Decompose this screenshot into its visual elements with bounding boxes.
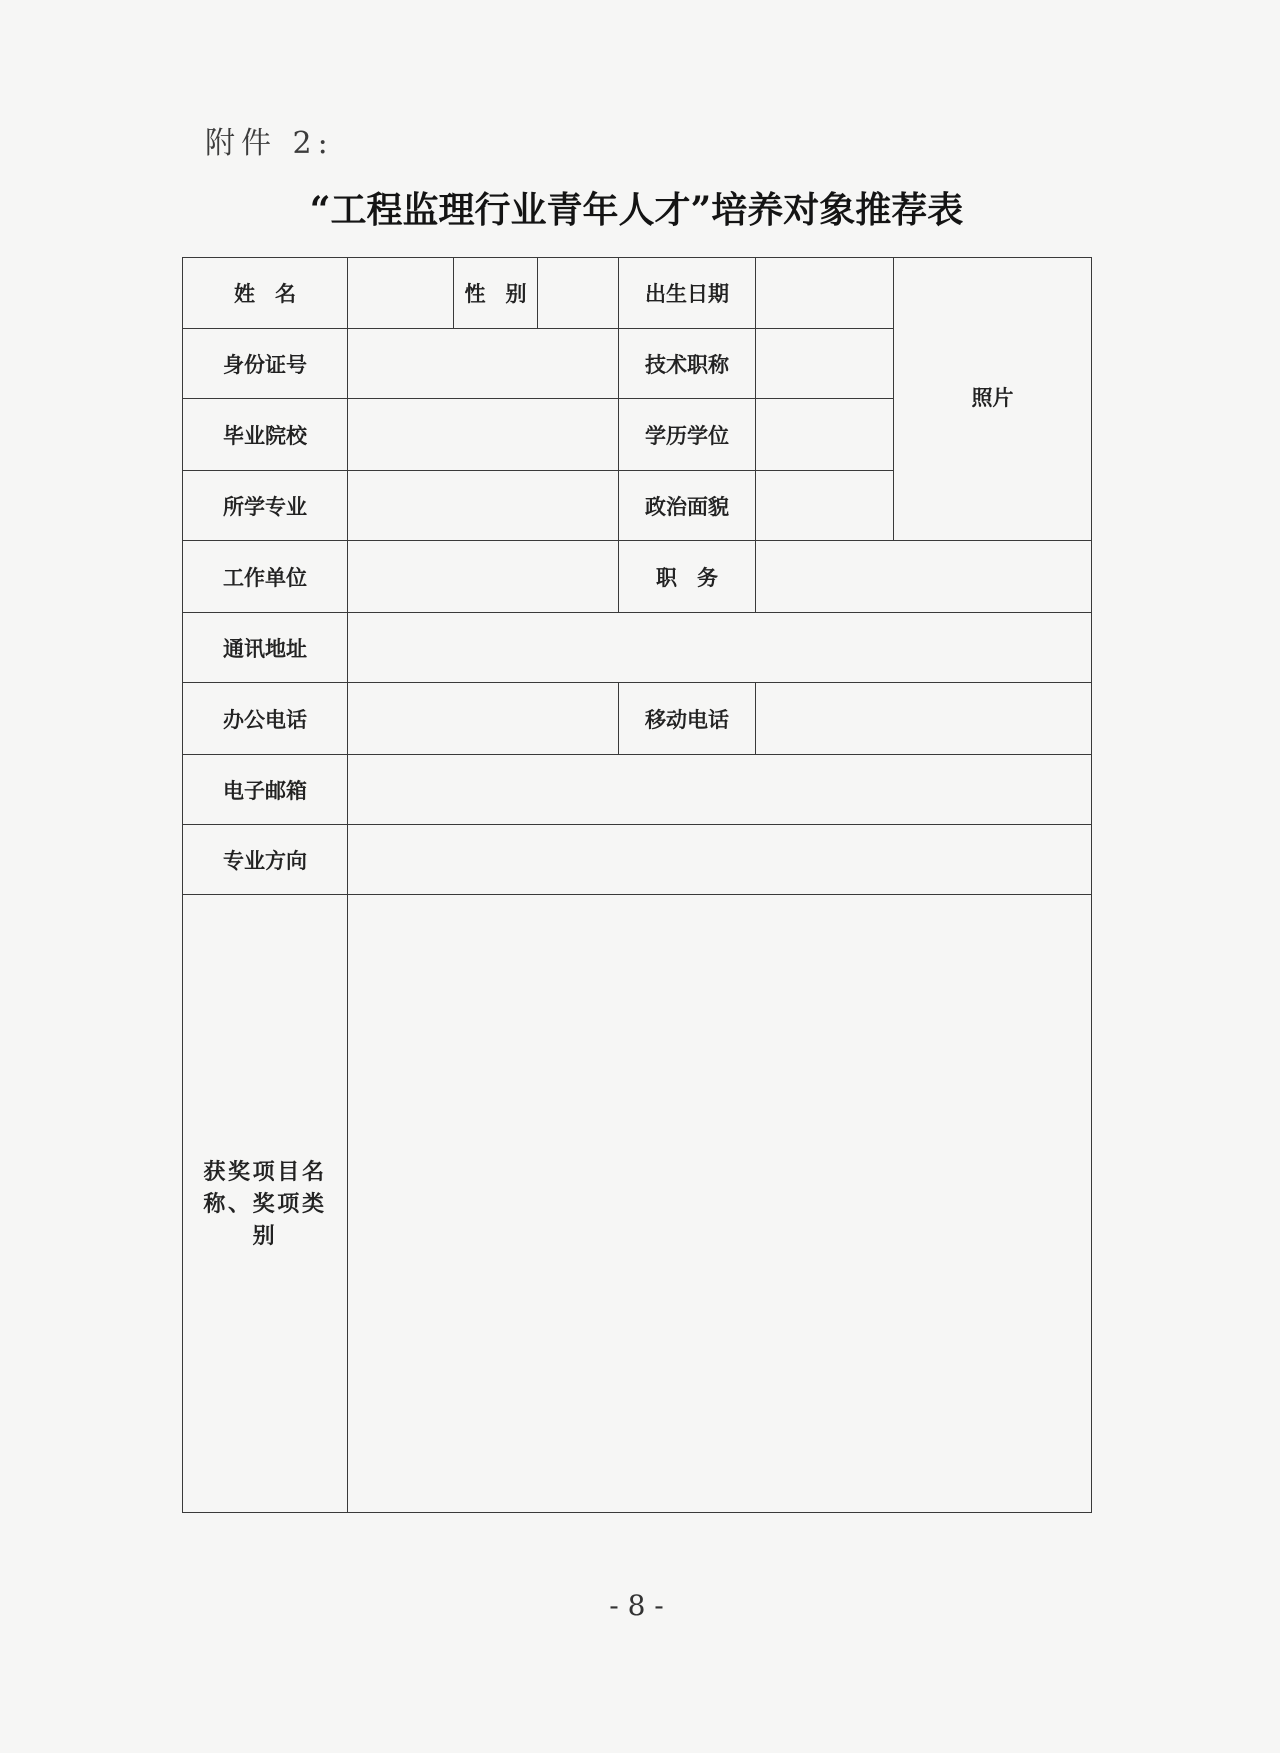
table-row (183, 683, 1092, 755)
political-status-label: 政治面貌 (619, 471, 756, 541)
name-value-cell (348, 258, 454, 329)
table-row (183, 613, 1092, 683)
degree-value-cell (756, 399, 894, 471)
birth-date-value-cell (756, 258, 894, 329)
birth-date-label: 出生日期 (619, 258, 756, 329)
employer-value-cell (348, 541, 619, 613)
awards-label: 获奖项目名称、奖项类别 (203, 1158, 327, 1249)
awards-label-cell (183, 895, 348, 1513)
table-row (183, 895, 1092, 1513)
address-value-cell (348, 613, 1092, 683)
specialty-label: 专业方向 (183, 825, 348, 895)
form-title: “工程监理行业青年人才”培养对象推荐表 (309, 189, 964, 231)
table-row (183, 541, 1092, 613)
gender-label: 性 别 (454, 258, 538, 329)
table-row (183, 825, 1092, 895)
mobile-phone-label: 移动电话 (619, 683, 756, 755)
photo-box (894, 258, 1092, 541)
school-value-cell (348, 399, 619, 471)
photo-label: 照片 (971, 385, 1014, 410)
page-number: - 8 - (609, 1589, 664, 1622)
position-value-cell (756, 541, 1092, 613)
gender-value-cell (538, 258, 619, 329)
position-label: 职 务 (619, 541, 756, 613)
table-row (183, 258, 1092, 329)
tech-title-label: 技术职称 (619, 329, 756, 399)
id-number-label: 身份证号 (183, 329, 348, 399)
email-label: 电子邮箱 (183, 755, 348, 825)
name-label: 姓 名 (183, 258, 348, 329)
tech-title-value-cell (756, 329, 894, 399)
major-label: 所学专业 (183, 471, 348, 541)
table-row (183, 755, 1092, 825)
office-phone-label: 办公电话 (183, 683, 348, 755)
employer-label: 工作单位 (183, 541, 348, 613)
political-status-value-cell (756, 471, 894, 541)
recommendation-form-table (182, 257, 1092, 1513)
email-value-cell (348, 755, 1092, 825)
address-label: 通讯地址 (183, 613, 348, 683)
mobile-phone-value-cell (756, 683, 1092, 755)
specialty-value-cell (348, 825, 1092, 895)
major-value-cell (348, 471, 619, 541)
degree-label: 学历学位 (619, 399, 756, 471)
attachment-label: 附件 2: (205, 126, 334, 161)
school-label: 毕业院校 (183, 399, 348, 471)
office-phone-value-cell (348, 683, 619, 755)
awards-value-cell (348, 895, 1092, 1513)
id-number-value-cell (348, 329, 619, 399)
